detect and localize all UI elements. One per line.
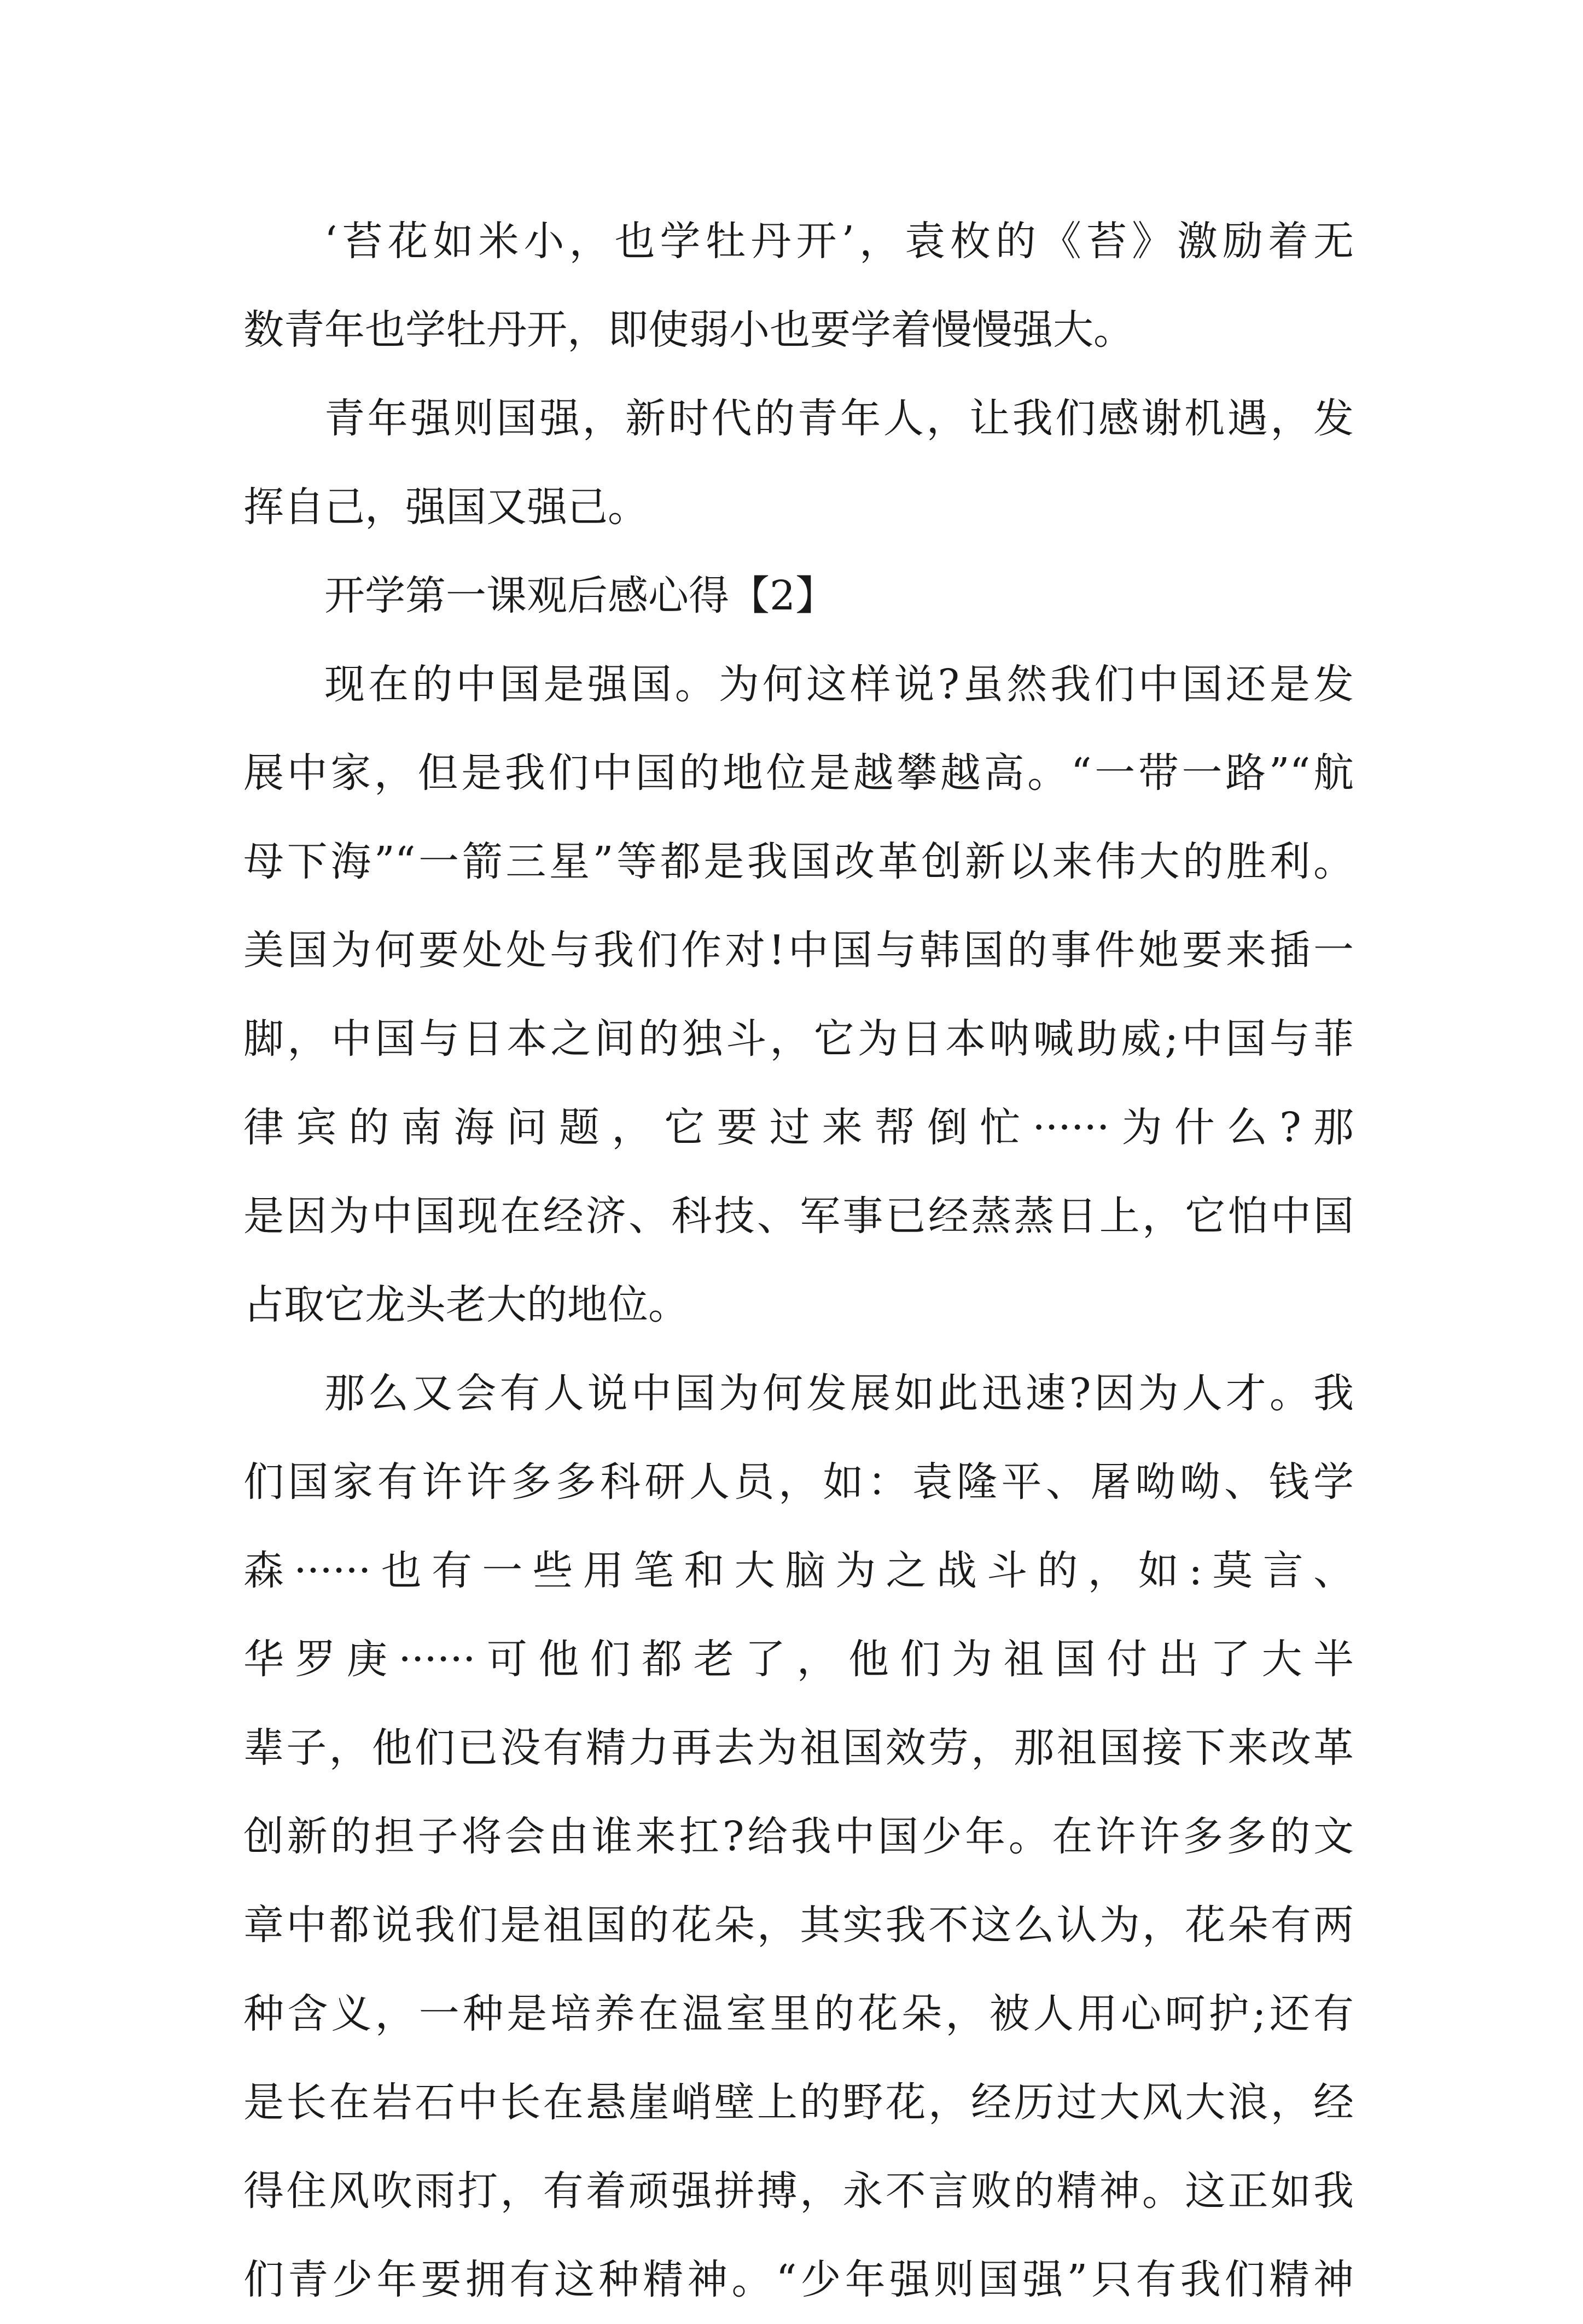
text-line: 章中都说我们是祖国的花朵，其实我不这么认为，花朵有两: [243, 1902, 1354, 1949]
text-line: 那么又会有人说中国为何发展如此迅速?因为人才。我: [324, 1370, 1354, 1417]
text-line: 创新的担子将会由谁来扛?给我中国少年。在许许多多的文: [243, 1813, 1354, 1860]
text-line: 种含义，一种是培养在温室里的花朵，被人用心呵护;还有: [243, 1990, 1354, 2037]
text-line: 青年强则国强，新时代的青年人，让我们感谢机遇，发: [324, 395, 1354, 442]
text-line: 数青年也学牡丹开，即使弱小也要学着慢慢强大。: [243, 306, 1134, 353]
text-line: 占取它龙头老大的地位。: [243, 1281, 689, 1328]
text-line: 律宾的南海问题，它要过来帮倒忙······为什么?那: [243, 1104, 1354, 1151]
text-line: 是因为中国现在经济、科技、军事已经蒸蒸日上，它怕中国: [243, 1193, 1354, 1240]
text-line: 美国为何要处处与我们作对!中国与韩国的事件她要来插一: [243, 927, 1354, 974]
text-line: 展中家，但是我们中国的地位是越攀越高。“一带一路”“航: [243, 750, 1354, 797]
text-line: ‘苔花如米小，也学牡丹开’，袁枚的《苔》激励着无: [324, 218, 1354, 265]
document-body: [243, 197, 1354, 2324]
text-line: 华罗庚······可他们都老了，他们为祖国付出了大半: [243, 1636, 1354, 1683]
text-line: 母下海”“一箭三星”等都是我国改革创新以来伟大的胜利。: [243, 838, 1354, 885]
text-line: 们青少年要拥有这种精神。“少年强则国强”只有我们精神: [243, 2256, 1354, 2303]
text-line: 现在的中国是强国。为何这样说?虽然我们中国还是发: [324, 661, 1354, 708]
text-line: 辈子，他们已没有精力再去为祖国效劳，那祖国接下来改革: [243, 1724, 1354, 1771]
text-line: 们国家有许许多多科研人员，如：袁隆平、屠呦呦、钱学: [243, 1459, 1354, 1506]
section-heading: 开学第一课观后感心得【2】: [324, 572, 836, 619]
text-line: 挥自己，强国又强己。: [243, 484, 648, 531]
text-line: 脚，中国与日本之间的独斗，它为日本呐喊助威;中国与菲: [243, 1015, 1354, 1062]
text-line: 得住风吹雨打，有着顽强拼搏，永不言败的精神。这正如我: [243, 2168, 1354, 2215]
text-line: 是长在岩石中长在悬崖峭壁上的野花，经历过大风大浪，经: [243, 2079, 1354, 2126]
text-line: 森······也有一些用笔和大脑为之战斗的，如:莫言、: [243, 1547, 1354, 1594]
